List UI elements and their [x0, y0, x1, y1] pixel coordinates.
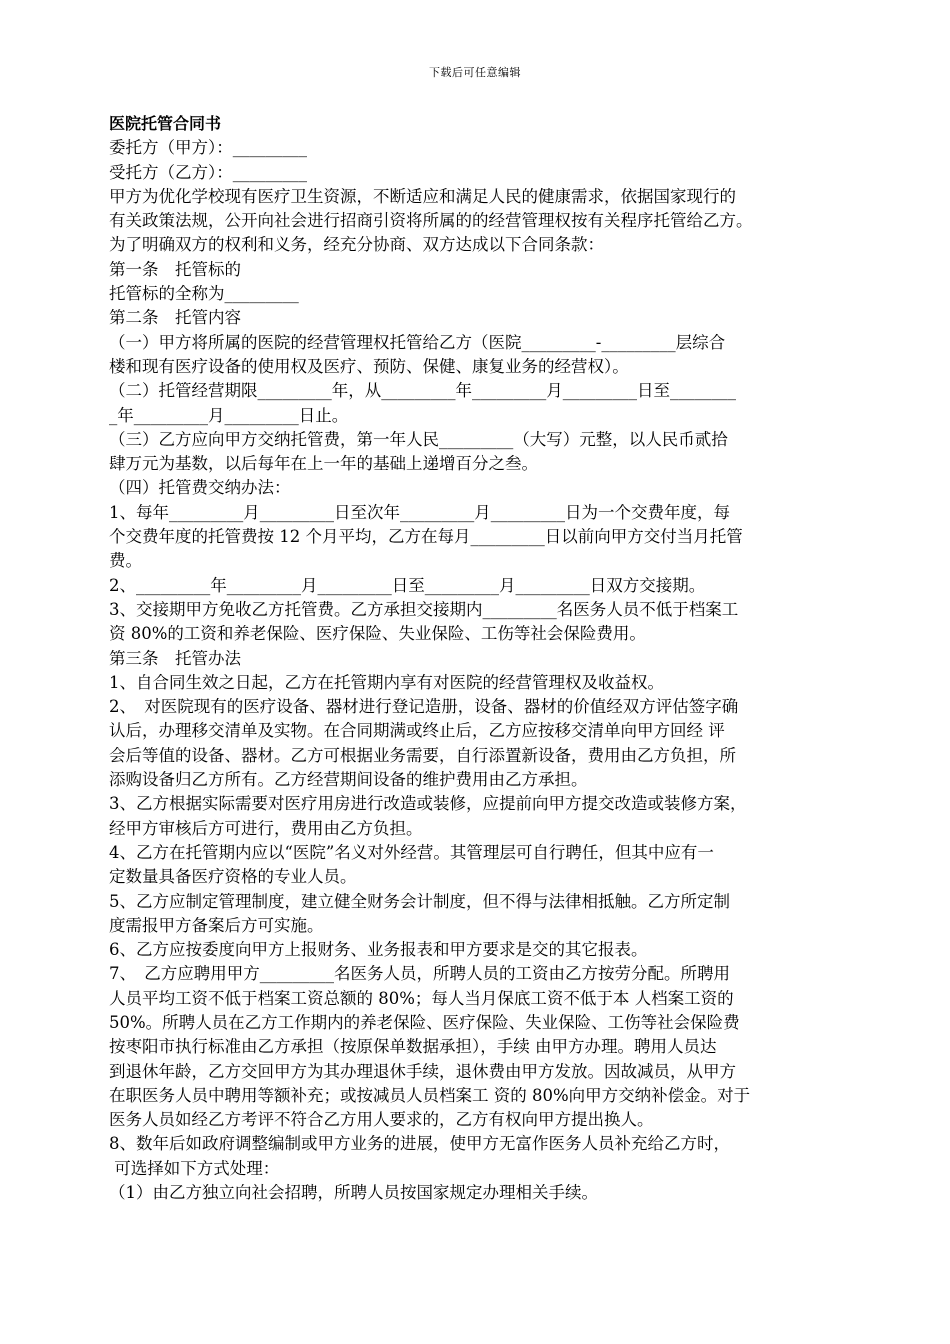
text-line: 医务人员如经乙方考评不符合乙方用人要求的，乙方有权向甲方提出换人。	[109, 1110, 654, 1130]
text-line: 楼和现有医疗设备的使用权及医疗、预防、保健、康复业务的经营权）。	[109, 356, 629, 376]
text-line: （三）乙方应向甲方交纳托管费，第一年人民_________（大写）元整，以人民币贰拾	[109, 429, 728, 449]
text-line: 肆万元为基数，以后每年在上一年的基础上递增百分之叁。	[109, 454, 538, 474]
text-line: 费。	[109, 551, 142, 571]
text-line: 资 80%的工资和养老保险、医疗保险、失业保险、工伤等社会保险费用。	[109, 624, 646, 644]
text-line: 第一条 托管标的	[109, 259, 241, 279]
text-line: 个交费年度的托管费按 12 个月平均，乙方在每月_________日以前向甲方交付当月托管	[109, 527, 743, 547]
text-line: 受托方（乙方）：_________	[109, 162, 307, 182]
text-line: 1、每年_________月_________日至次年_________月_________日为一个交费年度，每	[109, 502, 730, 522]
document-lines	[109, 136, 837, 1205]
text-line: 3、交接期甲方免收乙方托管费。乙方承担交接期内_________名医务人员不低于档案工	[109, 599, 739, 619]
text-line: 甲方为优化学校现有医疗卫生资源，不断适应和满足人民的健康需求，依据国家现行的	[109, 186, 736, 206]
text-line: 托管标的全称为_________	[109, 284, 299, 304]
text-line: 定数量具备医疗资格的专业人员。	[109, 867, 357, 887]
text-line: 1、自合同生效之日起，乙方在托管期内享有对医院的经营管理权及收益权。	[109, 672, 664, 692]
text-line: 第二条 托管内容	[109, 308, 241, 328]
text-line: （二）托管经营期限_________年，从_________年_________月_________日至________	[109, 381, 736, 401]
text-line: （1）由乙方独立向社会招聘，所聘人员按国家规定办理相关手续。	[109, 1183, 598, 1203]
text-line: 委托方（甲方）：_________	[109, 138, 307, 158]
page-header: 下载后可任意编辑	[429, 66, 521, 79]
text-line: 4、乙方在托管期内应以“医院”名义对外经营。其管理层可自行聘任，但其中应有一	[109, 842, 714, 862]
text-line: 在职医务人员中聘用等额补充；或按减员人员档案工 资的 80%向甲方交纳补偿金。对于	[109, 1085, 751, 1105]
text-line: 度需报甲方备案后方可实施。	[109, 915, 324, 935]
text-line: 有关政策法规，公开向社会进行招商引资将所属的的经营管理权按有关程序托管给乙方。	[109, 211, 753, 231]
text-line: 8、数年后如政府调整编制或甲方业务的进展，使甲方无富作医务人员补充给乙方时，	[109, 1134, 730, 1154]
text-line: 会后等值的设备、器材。乙方可根据业务需要，自行添置新设备，费用由乙方负担，所	[109, 745, 736, 765]
text-line: 50%。所聘人员在乙方工作期内的养老保险、医疗保险、失业保险、工伤等社会保险费	[109, 1012, 740, 1032]
text-line: 5、乙方应制定管理制度，建立健全财务会计制度，但不得与法律相抵触。乙方所定制	[109, 891, 730, 911]
text-line: 经甲方审核后方可进行，费用由乙方负担。	[109, 818, 423, 838]
text-line: 7、 乙方应聘用甲方_________名医务人员，所聘人员的工资由乙方按劳分配。所聘用	[109, 964, 730, 984]
text-line: 可选择如下方式处理：	[109, 1158, 280, 1178]
text-line: 第三条 托管办法	[109, 648, 241, 668]
text-line: 2、 对医院现有的医疗设备、器材进行登记造册，设备、器材的价值经双方评估签字确	[109, 697, 739, 717]
text-line: 按枣阳市执行标准由乙方承担（按原保单数据承担），手续 由甲方办理。聘用人员达	[109, 1037, 717, 1057]
text-line: 认后，办理移交清单及实物。在合同期满或终止后，乙方应按移交清单向甲方回经 评	[109, 721, 725, 741]
document-body	[109, 112, 837, 1205]
text-line: 到退休年龄，乙方交回甲方为其办理退休手续，退休费由甲方发放。因故减员，从甲方	[109, 1061, 736, 1081]
text-line: 3、乙方根据实际需要对医疗用房进行改造或装修，应提前向甲方提交改造或装修方案，	[109, 794, 747, 814]
text-line: 为了明确双方的权利和义务，经充分协商、双方达成以下合同条款：	[109, 235, 604, 255]
text-line: 6、乙方应按委度向甲方上报财务、业务报表和甲方要求是交的其它报表。	[109, 940, 648, 960]
text-line: 添购设备归乙方所有。乙方经营期间设备的维护费用由乙方承担。	[109, 770, 588, 790]
text-line: 人员平均工资不低于档案工资总额的 80%；每人当月保底工资不低于本 人档案工资的	[109, 988, 734, 1008]
text-line: （四）托管费交纳办法：	[109, 478, 291, 498]
text-line: 2、_________年_________月_________日至_________月_________日双方交接期。	[109, 575, 706, 595]
document-title: 医院托管合同书	[109, 114, 222, 133]
text-line: （一）甲方将所属的医院的经营管理权托管给乙方（医院_________-_________层综合	[109, 332, 726, 352]
text-line: _年_________月_________日止。	[109, 405, 349, 425]
